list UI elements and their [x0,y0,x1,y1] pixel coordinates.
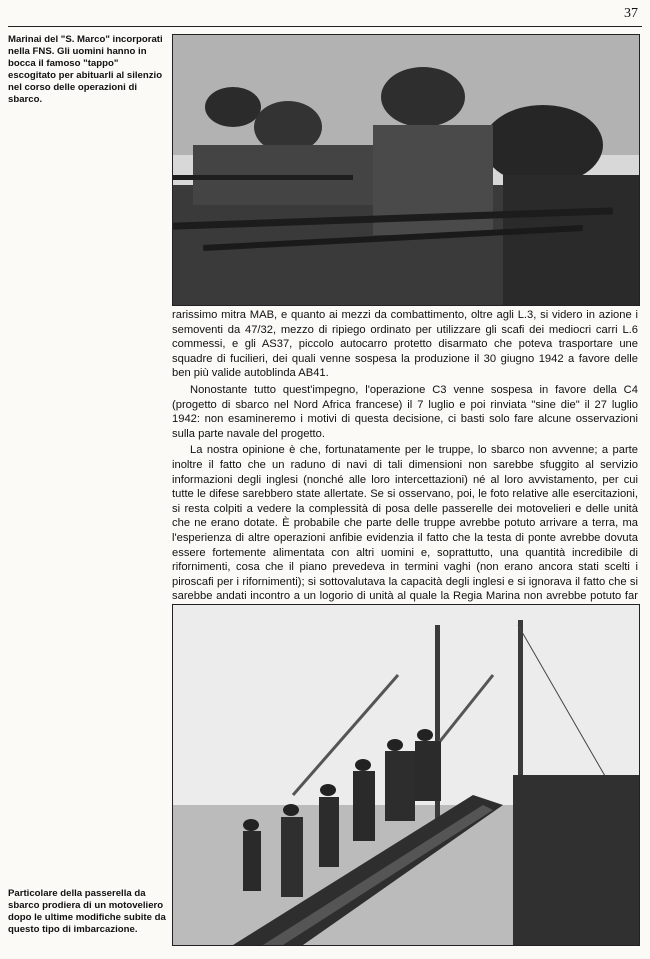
paragraph: Nonostante tutto quest'impegno, l'operazione C3 venne sospesa in favore della C4 (progetto di sbarco nel Nord Africa francese) il 7 luglio e poi rinviata "sine die" il 27 luglio 1942: non esamineremo i motivi di questa decisione, ci basti solo fare alcune osservazioni sulla parte navale del progetto. [172,383,638,440]
photo-marines-with-rifles [172,34,640,306]
header-rule [8,26,642,27]
photo-caption-bottom: Particolare della passerella da sbarco prodiera di un motoveliero dopo le ultime modifiche subite da questo tipo di imbarcazione. [8,888,166,935]
photo-landing-gangway [172,604,640,946]
paragraph: rarissimo mitra MAB, e quanto ai mezzi da combattimento, oltre agli L.3, si videro in azione i semoventi da 47/32, mezzo di ripiego ordinato per utilizzare gli scafi dei mediocri carri L.6 commessi, e gli AS37, piccolo autocarro protetto disarmato che poteva trasportare une squadre di fucilieri, dei quali venne sospesa la produzione il 30 giugno 1942 a favore delle ben più valide autoblinda AB41. [172,309,638,380]
photo-caption-top: Marinai del "S. Marco" incorporati nella FNS. Gli uomini hanno in bocca il famoso "tappo" escogitato per abituarli al silenzio nel corso delle operazioni di sbarco. [8,34,163,105]
article-body [172,308,638,618]
paragraph: La nostra opinione è che, fortunatamente per le truppe, lo sbarco non avvenne; a parte inoltre il fatto che un raduno di navi di tali dimensioni non sarebbe sfuggito al servizio informazioni degli inglesi (nonché alle loro intercettazioni) né al loro avvistamento, per cui tutte le difese sarebbero state allertate. Se si osservano, poi, le foto relative alle esercitazioni, si resta colpiti a vedere la complessità di posa delle passerelle dei motovelieri e delle unità che ne erano dotate. È probabile che parte delle truppe avrebbe potuto arrivare a terra, ma l'esperienza di altre operazioni anfibie evidenzia il fatto che la testa di ponte avrebbe dovuta essere fortemente alimentata con altri uomini e, soprattutto, una quantità incredibile di rifornimenti, cosa che il piano prevedeva in termini vaghi (non erano ancora stati scelti i piroscafi per i rifornimenti); si sottovalutava la capacità degli inglesi e si ignorava il fatto che si sarebbe andati incontro a un logorio di unità al quale la Regia Marina non avrebbe potuto far [172,444,638,603]
page-number: 37 [624,6,638,21]
